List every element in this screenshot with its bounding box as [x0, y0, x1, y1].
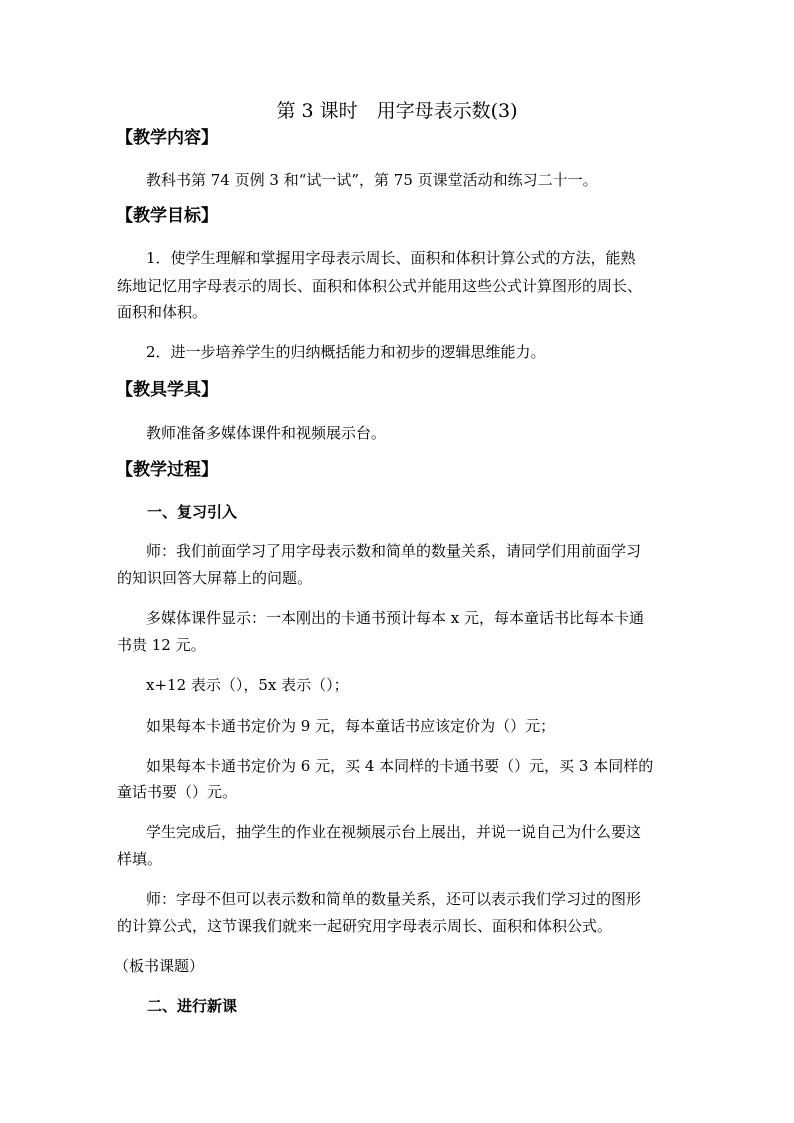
para6-line1: 学生完成后，抽学生的作业在视频展示台上展出，并说一说自己为什么要这: [146, 823, 642, 841]
para5-line1: 如果每本卡通书定价为 6 元，买 4 本同样的卡通书要（）元，买 3 本同样的: [146, 757, 654, 775]
para7-line1: 师：字母不但可以表示数和简单的数量关系，还可以表示我们学习过的图形: [146, 890, 642, 908]
para1-line1: 师：我们前面学习了用字母表示数和简单的数量关系，请同学们用前面学习: [146, 542, 642, 560]
heading-process: 【教学过程】: [116, 460, 218, 480]
goal1-line1: 1．使学生理解和掌握用字母表示周长、面积和体积计算公式的方法，能熟: [146, 249, 636, 267]
goal1-line2: 练地记忆用字母表示的周长、面积和体积公式并能用这些公式计算图形的周长、: [117, 277, 643, 295]
tools-text: 教师准备多媒体课件和视频展示台。: [146, 424, 387, 442]
para4: 如果每本卡通书定价为 9 元，每本童话书应该定价为（）元；: [146, 717, 556, 735]
para8-board-title: （板书课题）: [114, 957, 205, 975]
para2-line2: 书贵 12 元。: [117, 636, 206, 654]
para3: x+12 表示（），5x 表示（）；: [146, 676, 349, 694]
page-title: 第 3 课时 用字母表示数(3): [276, 100, 518, 122]
para6-line2: 样填。: [117, 850, 163, 868]
para5-line2: 童话书要（）元。: [117, 783, 238, 801]
content-text: 教科书第 74 页例 3 和“试一试”，第 75 页课堂活动和练习二十一。: [146, 171, 598, 189]
step2-heading: 二、进行新课: [147, 997, 238, 1015]
heading-goals: 【教学目标】: [116, 206, 218, 226]
step1-heading: 一、复习引入: [147, 503, 238, 521]
para7-line2: 的计算公式，这节课我们就来一起研究用字母表示周长、面积和体积公式。: [117, 917, 613, 935]
para1-line2: 的知识回答大屏幕上的问题。: [117, 569, 313, 587]
para2-line1: 多媒体课件显示：一本刚出的卡通书预计每本 x 元，每本童话书比每本卡通: [146, 609, 644, 627]
goal1-line3: 面积和体积。: [117, 303, 208, 321]
heading-tools: 【教具学具】: [116, 380, 218, 400]
heading-content: 【教学内容】: [116, 128, 218, 148]
goal2: 2．进一步培养学生的归纳概括能力和初步的逻辑思维能力。: [146, 343, 546, 361]
